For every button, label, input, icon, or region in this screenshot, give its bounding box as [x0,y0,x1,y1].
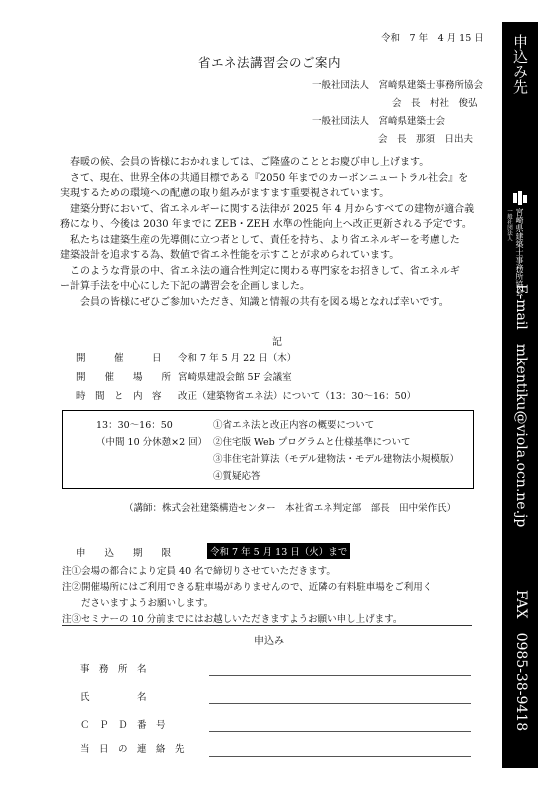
sidebar-apply-to: 申込み先 [511,34,529,94]
note-2: 注②開催場所にはご利用できる駐車場がありませんので、近隣の有料駐車場をご利用く [62,582,433,593]
deadline-label: 申 込 期 限 [76,548,172,559]
form-title: 申込み [254,636,284,647]
field-label-contact: 当 日 の 連 絡 先 [80,744,185,755]
paragraph-line: 春暖の候、会員の皆様におかれましては、ご隆盛のこととお慶び申し上げます。 [60,157,430,168]
sidebar-org-name: 宮崎県建築士事務所協会 [515,208,524,296]
paragraph-line: 会員の皆様にぜひご参加いただき、知識と情報の共有を図る場となれば幸いです。 [60,296,449,308]
ki-heading: 記 [272,337,282,348]
sidebar-fax: FAX 0985-38-9418 [513,590,529,732]
field-line-name[interactable] [209,703,471,704]
schedule-item-1: ①省エネ法と改正内容の概要について [213,420,375,431]
schedule-item-3: ③非住宅計算法（モデル建物法・モデル建物法小規模版） [213,454,460,465]
note-1: 注①会場の都合により定員 40 名で締切りさせていただきます。 [62,566,336,577]
schedule-item-2: ②住宅版 Web プログラムと仕様基準について [213,437,411,448]
org-logo [512,190,528,204]
paragraph-line: さて、現在、世界全体の共通目標である『2050 年までのカーボンニュートラル社会』を [60,172,469,184]
lecturer: （講師：株式会社建築構造センター 本社省エネ判定部 部長 田中栄作氏） [124,503,457,514]
paragraph-line: 建築分野において、省エネルギーに関する法律が 2025 年 4 月からすべての建物が適合義 [60,203,475,215]
detail-date-value: 令和 7 年 5 月 22 日（木） [178,353,297,364]
deadline-value: 令和 7 年 5 月 13 日（火）まで [207,543,350,559]
schedule-item-4: ④質疑応答 [213,471,261,482]
page-title: 省エネ法講習会のご案内 [198,55,342,70]
issuer-org-2: 一般社団法人 宮崎県建築士会 [312,116,446,127]
issuer-org-1: 一般社団法人 宮崎県建築士事務所協会 [312,80,484,91]
detail-content-label: 時 間 と 内 容 [76,391,162,402]
detail-date-label: 開 催 日 [76,353,162,364]
note-3: 注③セミナーの 10 分前までにはお越しいただきますようお願い申し上げます。 [62,614,403,625]
field-label-name: 氏 名 [80,692,147,703]
logo-mark-icon [512,191,528,205]
sidebar-email: E-mail mkentiku@viola.ocn.ne.jp [513,284,529,528]
date: 令和 7 年 4 月 15 日 [381,33,484,44]
contact-sidebar [502,22,538,768]
note-2-cont: ださいますようお願いします。 [62,598,214,609]
divider [62,625,472,626]
detail-place-label: 開 催 場 所 [76,372,172,383]
schedule-time: 13：30〜16：50 [96,420,173,431]
sidebar-org-prefix: 一般社団法人 [506,208,512,241]
field-line-contact[interactable] [209,756,471,757]
paragraph-line: 建築設計を追求する為、数値で省エネ性能を示すことが求められています。 [60,250,400,261]
paragraph-line: このような背景の中、省エネ法の適合性判定に関わる専門家をお招きして、省エネルギ [60,265,460,277]
paragraph-line: 実現するための環境への配慮の取り組みがますます重要視されています。 [60,188,390,199]
intro-text [60,155,474,310]
issuer-person-1: 会 長 村社 俊弘 [392,98,478,109]
detail-place-value: 宮崎県建設会館 5F 会議室 [178,372,292,383]
schedule-break: （中間 10 分休憩×2 回） [96,437,208,448]
field-line-office[interactable] [209,675,471,676]
paragraph-line: 私たちは建築生産の先導側に立つ者として、責任を持ち、より省エネルギーを考慮した [60,234,460,246]
issuer-person-2: 会 長 那須 日出夫 [378,134,474,145]
detail-content-value: 改正（建築物省エネ法）について（13：30〜16：50） [178,391,417,402]
paragraph-line: 務になり、今後は 2030 年までに ZEB・ZEH 水準の性能向上へ改正更新される予定です。 [60,219,472,230]
field-label-office: 事 務 所 名 [80,664,147,675]
paragraph-line: ー計算手法を中心にした下記の講習会を企画しました。 [60,281,310,292]
field-label-cpd: Ｃ Ｐ Ｄ 番 号 [80,720,166,731]
field-line-cpd[interactable] [209,731,471,732]
